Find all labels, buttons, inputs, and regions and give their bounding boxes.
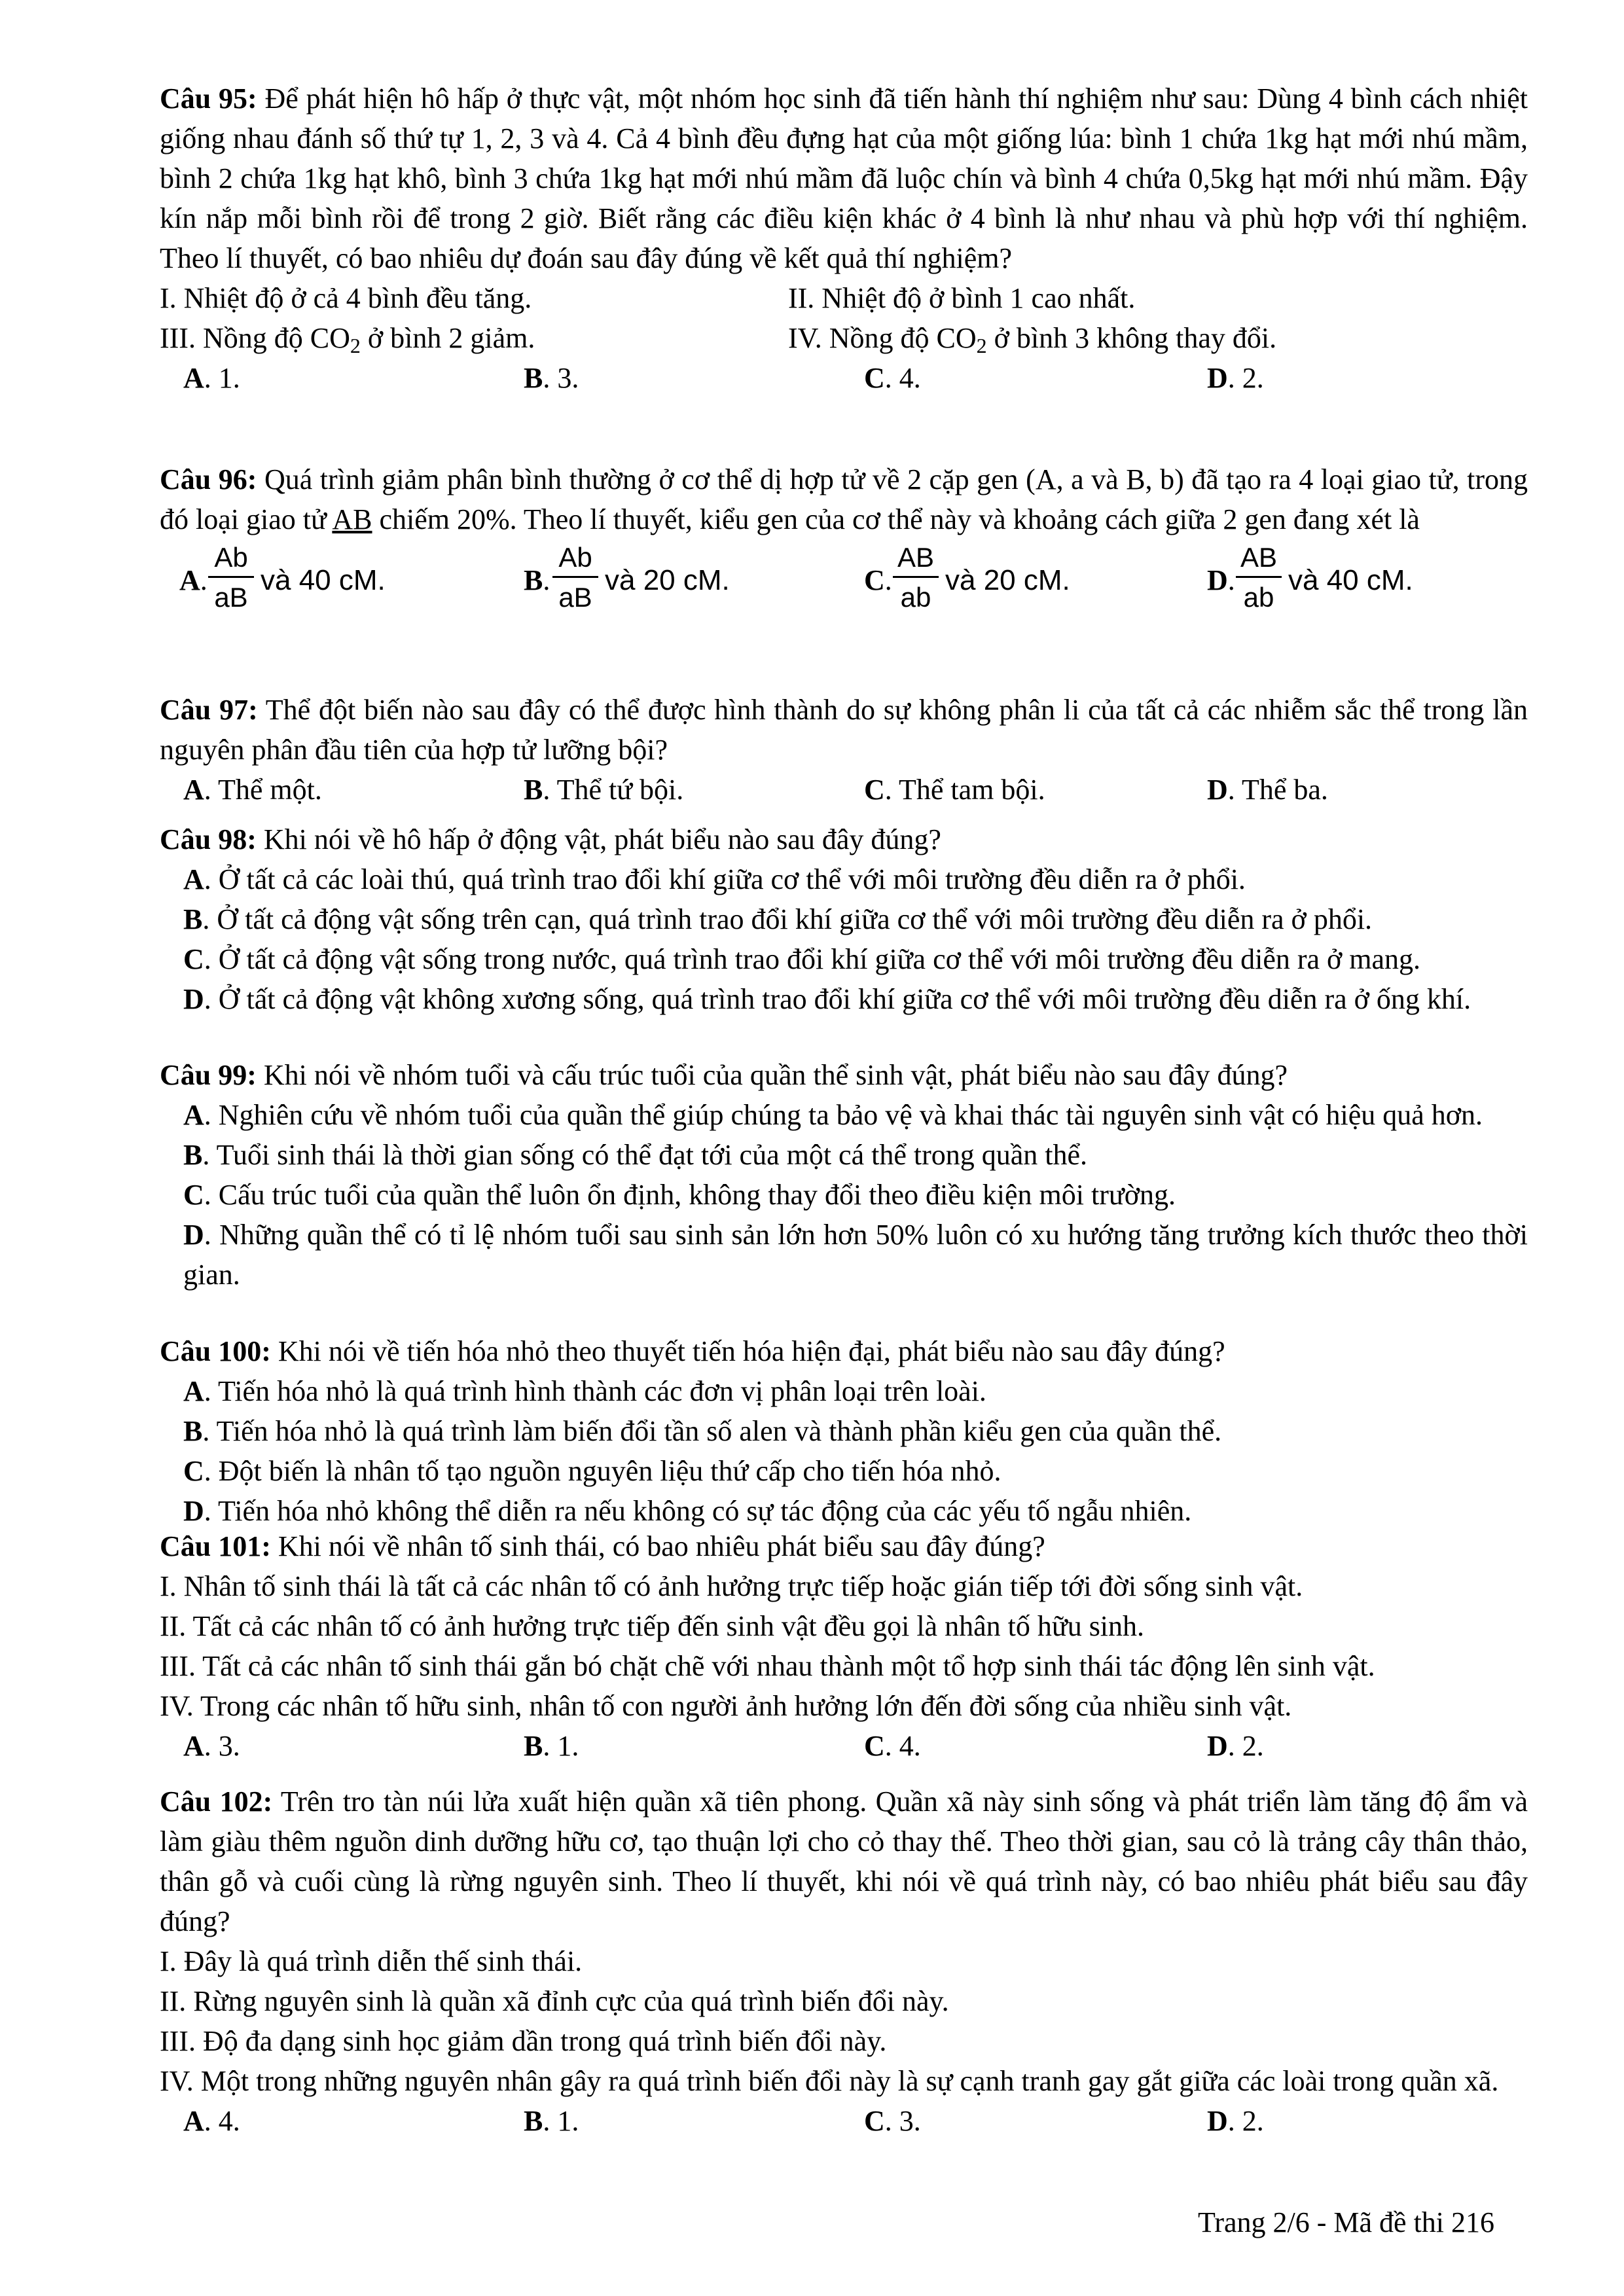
answer-row	[160, 1726, 1528, 1766]
statement-3: III. Tất cả các nhân tố sinh thái gắn bó chặt chẽ với nhau thành một tổ hợp sinh thái tác động lên sinh vật.	[160, 1650, 1375, 1682]
question-101	[160, 1526, 1528, 1766]
genotype-fraction: $\frac{Ab}{aB}$	[208, 539, 254, 617]
statement-1: I. Nhân tố sinh thái là tất cả các nhân tố có ảnh hưởng trực tiếp hoặc gián tiếp tới đời sống sinh vật.	[160, 1570, 1303, 1602]
statement-2: II. Tất cả các nhân tố có ảnh hưởng trực tiếp đến sinh vật đều gọi là nhân tố hữu sinh.	[160, 1610, 1145, 1642]
answer-d[interactable]: D. 2.	[1207, 2105, 1264, 2137]
question-102-stem: Câu 102: Trên tro tàn núi lửa xuất hiện quần xã tiên phong. Quần xã này sinh sống và phát triển làm tăng độ ẩm và làm giàu thêm nguồn dinh dưỡng hữu cơ, tạo thuận lợi cho cỏ thay thế. Theo thời gian, sau cỏ là trảng cây thân thảo, thân gỗ và cuối cùng là rừng nguyên sinh. Theo lí thuyết, khi nói về quá trình này, có bao nhiêu phát biểu sau đây đúng?	[160, 1785, 1528, 1937]
statement-4: IV. Một trong những nguyên nhân gây ra quá trình biến đổi này là sự cạnh tranh gay gắt giữa các loài trong quần xã.	[160, 2065, 1499, 2097]
answer-b[interactable]: B. Thể tứ bội.	[524, 774, 684, 806]
question-95	[160, 79, 1528, 398]
answer-d[interactable]: D. Thể ba.	[1207, 774, 1328, 806]
question-number: Câu 99:	[160, 1059, 257, 1091]
statement-2: II. Nhiệt độ ở bình 1 cao nhất.	[788, 282, 1136, 314]
question-99-stem: Câu 99: Khi nói về nhóm tuổi và cấu trúc tuổi của quần thể sinh vật, phát biểu nào sau đây đúng?	[160, 1059, 1288, 1091]
answer-row: A. $\frac{Ab}{aB}$ và 40 cM. B. $\frac{Ab}{aB}$ và 20 cM. C. $\frac{AB}{ab}$ và 20 cM. D. $\frac{AB}{ab}$ và 40 cM.	[160, 539, 1528, 620]
option-d[interactable]: D. Tiến hóa nhỏ không thể diễn ra nếu không có sự tác động của các yếu tố ngẫu nhiên.	[183, 1495, 1192, 1527]
page-footer: Trang 2/6 - Mã đề thi 216	[1198, 2206, 1495, 2238]
question-number: Câu 100:	[160, 1335, 271, 1367]
question-number: Câu 98:	[160, 823, 257, 855]
question-95-stem	[160, 79, 1528, 278]
option-d[interactable]: D. Ở tất cả động vật không xương sống, quá trình trao đổi khí giữa cơ thể với môi trường đều diễn ra ở ống khí.	[183, 983, 1471, 1015]
option-d[interactable]: D. Những quần thể có tỉ lệ nhóm tuổi sau sinh sản lớn hơn 50% luôn có xu hướng tăng trưởng kích thước theo thời gian.	[183, 1219, 1528, 1291]
answer-row	[160, 770, 1528, 810]
question-97	[160, 690, 1528, 810]
statement-1: I. Nhiệt độ ở cả 4 bình đều tăng.	[160, 282, 532, 314]
question-97-stem: Câu 97: Thể đột biến nào sau đây có thể được hình thành do sự không phân li của tất cả các nhiễm sắc thể trong lần nguyên phân đầu tiên của hợp tử lưỡng bội?	[160, 694, 1528, 766]
answer-b[interactable]: B. 1.	[524, 1730, 579, 1762]
statement-1: I. Đây là quá trình diễn thế sinh thái.	[160, 1945, 583, 1977]
question-100-stem: Câu 100: Khi nói về tiến hóa nhỏ theo thuyết tiến hóa hiện đại, phát biểu nào sau đây đúng?	[160, 1335, 1225, 1367]
option-c[interactable]: C. Ở tất cả động vật sống trong nước, quá trình trao đổi khí giữa cơ thể với môi trường đều diễn ra ở mang.	[183, 943, 1421, 975]
question-96-stem: Câu 96: Quá trình giảm phân bình thường ở cơ thể dị hợp tử về 2 cặp gen (A, a và B, b) đã tạo ra 4 loại giao tử, trong đó loại giao tử AB chiếm 20%. Theo lí thuyết, kiểu gen của cơ thể này và khoảng cách giữa 2 gen đang xét là	[160, 463, 1528, 535]
answer-c[interactable]: C. 4.	[864, 1730, 921, 1762]
option-b[interactable]: B. Ở tất cả động vật sống trên cạn, quá trình trao đổi khí giữa cơ thể với môi trường đều diễn ra ở phổi.	[183, 903, 1373, 935]
option-b[interactable]: B. Tiến hóa nhỏ là quá trình làm biến đổi tần số alen và thành phần kiểu gen của quần thể.	[183, 1415, 1222, 1447]
question-number: Câu 97:	[160, 694, 258, 726]
answer-row	[160, 2101, 1528, 2141]
answer-a[interactable]: A. 3.	[183, 1730, 240, 1762]
question-number: Câu 102:	[160, 1785, 273, 1818]
answer-d[interactable]: D. 2.	[1207, 1730, 1264, 1762]
question-101-stem: Câu 101: Khi nói về nhân tố sinh thái, có bao nhiêu phát biểu sau đây đúng?	[160, 1530, 1045, 1562]
option-c[interactable]: C. Cấu trúc tuổi của quần thể luôn ổn định, không thay đổi theo điều kiện môi trường.	[183, 1179, 1176, 1211]
gamete-ab-underlined: AB	[332, 503, 372, 535]
answer-c[interactable]: C. 4.	[864, 362, 921, 394]
question-number: Câu 95:	[160, 82, 257, 115]
option-b[interactable]: B. Tuổi sinh thái là thời gian sống có thể đạt tới của một cá thể trong quần thể.	[183, 1139, 1088, 1171]
question-102	[160, 1782, 1528, 2141]
statement-3: III. Nồng độ $CO_2$ ở bình 2 giảm.	[160, 322, 535, 357]
answer-b[interactable]: B. 3.	[524, 362, 579, 394]
option-a[interactable]: A. Tiến hóa nhỏ là quá trình hình thành các đơn vị phân loại trên loài.	[183, 1375, 986, 1407]
statement-row	[160, 318, 1528, 358]
question-text: Để phát hiện hô hấp ở thực vật, một nhóm học sinh đã tiến hành thí nghiệm như sau: Dùng 4 bình cách nhiệt giống nhau đánh số thứ tự 1, 2, 3 và 4. Cả 4 bình đều đựng hạt của một giống lúa: bình 1 chứa 1kg hạt mới nhú mầm, bình 2 chứa 1kg hạt khô, bình 3 chứa 1kg hạt mới nhú mầm đã luộc chín và bình 4 chứa 0,5kg hạt mới nhú mầm. Đậy kín nắp mỗi bình rồi để trong 2 giờ. Biết rằng các điều kiện khác ở 4 bình là như nhau và phù hợp với thí nghiệm. Theo lí thuyết, có bao nhiêu dự đoán sau đây đúng về kết quả thí nghiệm?	[160, 82, 1528, 274]
statement-row	[160, 278, 1528, 318]
option-a[interactable]: A. Nghiên cứu về nhóm tuổi của quần thể giúp chúng ta bảo vệ và khai thác tài nguyên sinh vật có hiệu quả hơn.	[183, 1099, 1483, 1131]
statement-3: III. Độ đa dạng sinh học giảm dần trong quá trình biến đổi này.	[160, 2025, 887, 2057]
answer-a[interactable]: A. 4.	[183, 2105, 240, 2137]
question-100	[160, 1331, 1528, 1531]
question-98	[160, 819, 1528, 1019]
statement-2: II. Rừng nguyên sinh là quần xã đỉnh cực của quá trình biến đổi này.	[160, 1985, 949, 2017]
answer-d[interactable]: D. 2.	[1207, 362, 1264, 394]
answer-a[interactable]: A. 1.	[183, 362, 240, 394]
question-number: Câu 101:	[160, 1530, 271, 1562]
genotype-fraction: $\frac{Ab}{aB}$	[552, 539, 598, 617]
genotype-fraction: $\frac{AB}{ab}$	[893, 539, 939, 617]
option-a[interactable]: A. Ở tất cả các loài thú, quá trình trao đổi khí giữa cơ thể với môi trường đều diễn ra ở phổi.	[183, 863, 1246, 895]
answer-row	[160, 358, 1528, 398]
answer-a[interactable]: A. Thể một.	[183, 774, 322, 806]
genotype-fraction: $\frac{AB}{ab}$	[1236, 539, 1282, 617]
question-number: Câu 96:	[160, 463, 257, 495]
option-c[interactable]: C. Đột biến là nhân tố tạo nguồn nguyên liệu thứ cấp cho tiến hóa nhỏ.	[183, 1455, 1001, 1487]
answer-c[interactable]: C. 3.	[864, 2105, 921, 2137]
question-98-stem: Câu 98: Khi nói về hô hấp ở động vật, phát biểu nào sau đây đúng?	[160, 823, 941, 855]
statement-4: IV. Nồng độ $CO_2$ ở bình 3 không thay đổi.	[788, 322, 1277, 357]
question-99	[160, 1055, 1528, 1295]
answer-b[interactable]: B. 1.	[524, 2105, 579, 2137]
answer-c[interactable]: C. Thể tam bội.	[864, 774, 1045, 806]
statement-4: IV. Trong các nhân tố hữu sinh, nhân tố con người ảnh hưởng lớn đến đời sống của nhiều sinh vật.	[160, 1690, 1292, 1722]
question-96	[160, 459, 1528, 620]
